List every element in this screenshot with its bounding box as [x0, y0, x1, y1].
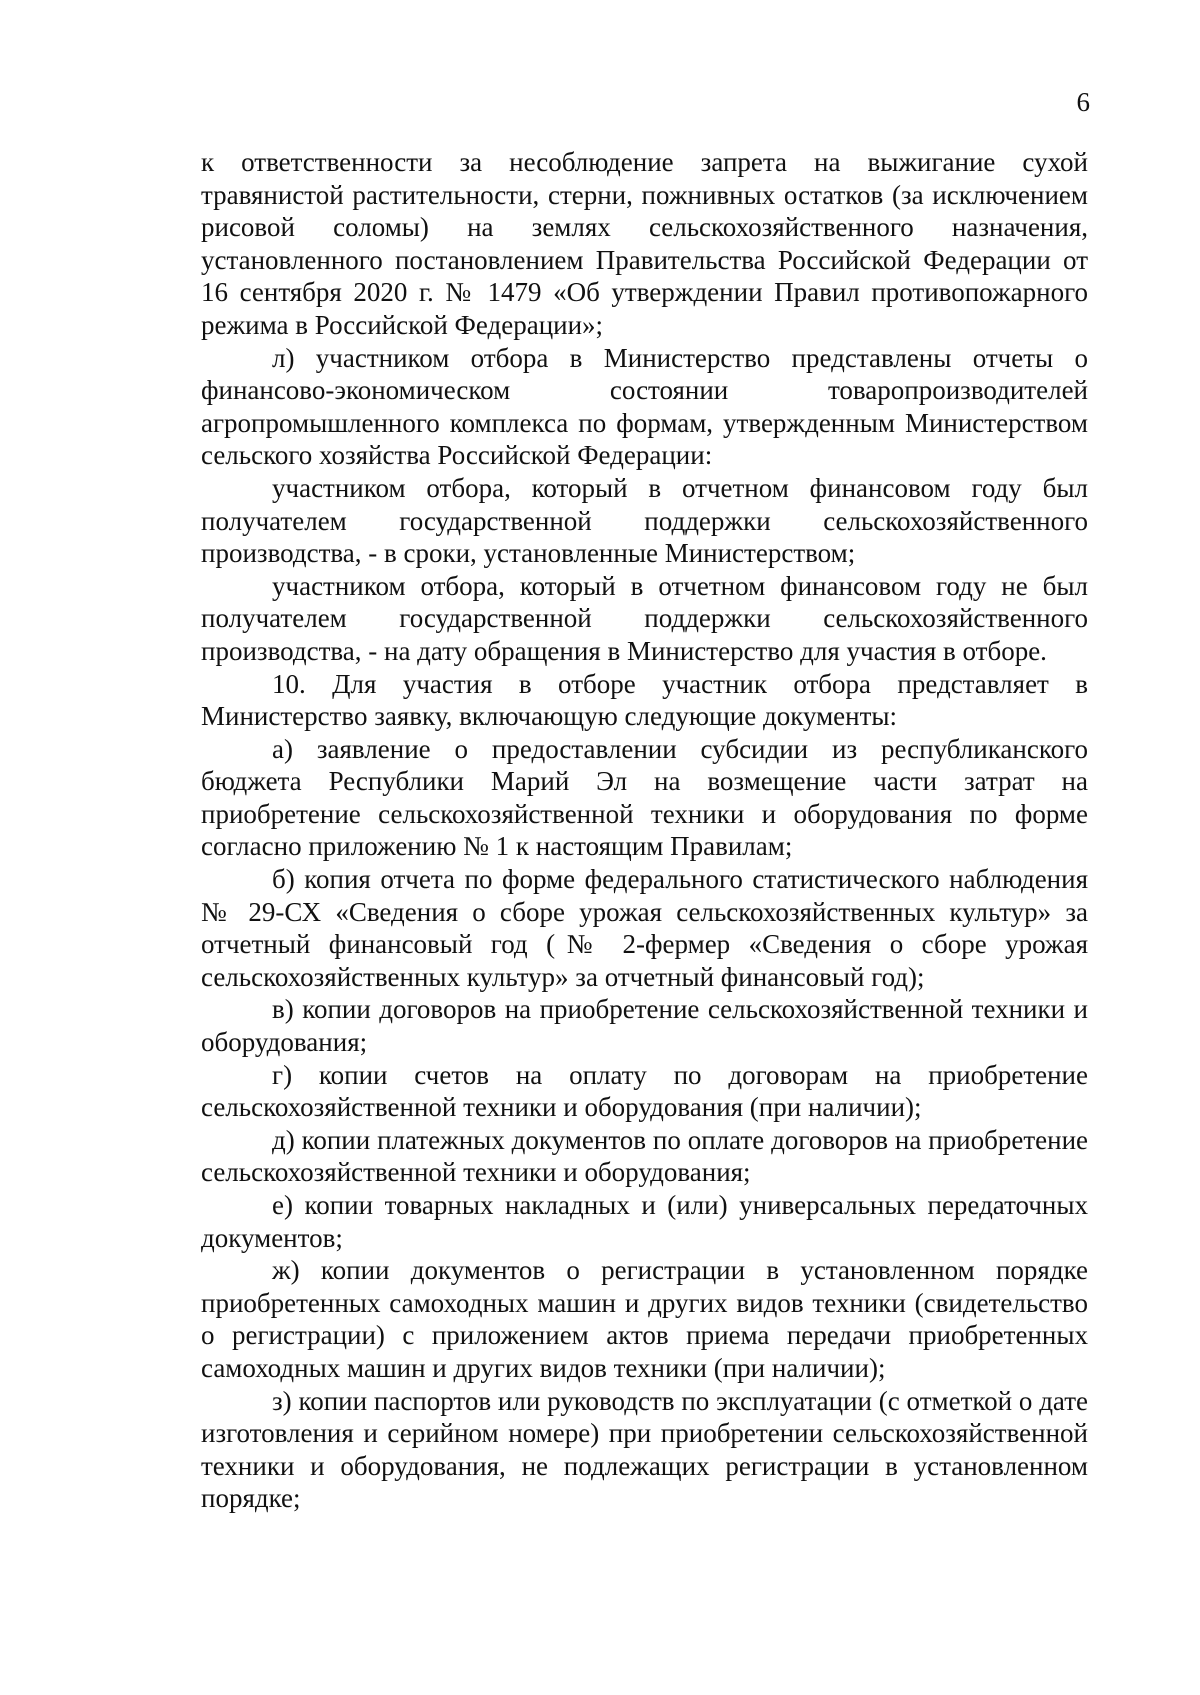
paragraph-item-z: з) копии паспортов или руководств по эксплуатации (с отметкой о дате изготовления и серийном номере) при приобретении сельскохозяйственной техники и оборудования, не подлежащих регистрации в установленном порядке; — [201, 1385, 1088, 1514]
paragraph-item-e: е) копии товарных накладных и (или) универсальных передаточных документов; — [201, 1190, 1088, 1253]
paragraph-non-recipient-state-support: участником отбора, который в отчетном финансовом году не был получателем государственной поддержки сельскохозяйственного производства, - на дату обращения в Министерство для участия в отборе. — [201, 570, 1088, 666]
paragraph-item-v: в) копии договоров на приобретение сельскохозяйственной техники и оборудования; — [201, 994, 1088, 1058]
paragraph-item-zh: ж) копии документов о регистрации в установленном порядке приобретенных самоходных машин и других видов техники (свидетельство о регистрации) с приложением актов приема передачи приобретенных самоходных машин и других видов техники (при наличии); — [201, 1255, 1088, 1383]
paragraph-continuation: к ответственности за несоблюдение запрета на выжигание сухой травянистой растительности, стерни, пожнивных остатков (за исключением рисовой соломы) на землях сельскохозяйственного назначения, установленного постановлением Правительства Российской Федерации от 16 сентября 2020 г. № 1479 «Об утверждении Правил противопожарного режима в Российской Федерации»; — [201, 147, 1088, 340]
page-number: 6 — [1076, 87, 1090, 117]
paragraph-recipient-state-support: участником отбора, который в отчетном финансовом году был получателем государственной поддержки сельскохозяйственного производства, - в сроки, установленные Министерством; — [201, 472, 1088, 569]
paragraph-item-g: г) копии счетов на оплату по договорам на приобретение сельскохозяйственной техники и оборудования (при наличии); — [201, 1059, 1088, 1123]
paragraph-section-10: 10. Для участия в отборе участник отбора представляет в Министерство заявку, включающую следующие документы: — [201, 668, 1088, 732]
paragraph-item-a: а) заявление о предоставлении субсидии из республиканского бюджета Республики Марий Эл на возмещение части затрат на приобретение сельскохозяйственной техники и оборудования по форме согласно приложению № 1 к настоящим Правилам; — [201, 733, 1088, 862]
paragraph-item-b: б) копия отчета по форме федерального статистического наблюдения № 29-СХ «Сведения о сборе урожая сельскохозяйственных культур» за отчетный финансовый год (№ 2-фермер «Сведения о сборе урожая сельскохозяйственных культур» за отчетный финансовый год); — [201, 864, 1088, 992]
document-body — [201, 146, 1088, 1515]
paragraph-item-d: д) копии платежных документов по оплате договоров на приобретение сельскохозяйственной техники и оборудования; — [201, 1124, 1088, 1188]
paragraph-item-l: л) участником отбора в Министерство представлены отчеты о финансово-экономическом состоянии товаропроизводителей агропромышленного комплекса по формам, утвержденным Министерством сельского хозяйства Российской Федерации: — [201, 342, 1088, 471]
